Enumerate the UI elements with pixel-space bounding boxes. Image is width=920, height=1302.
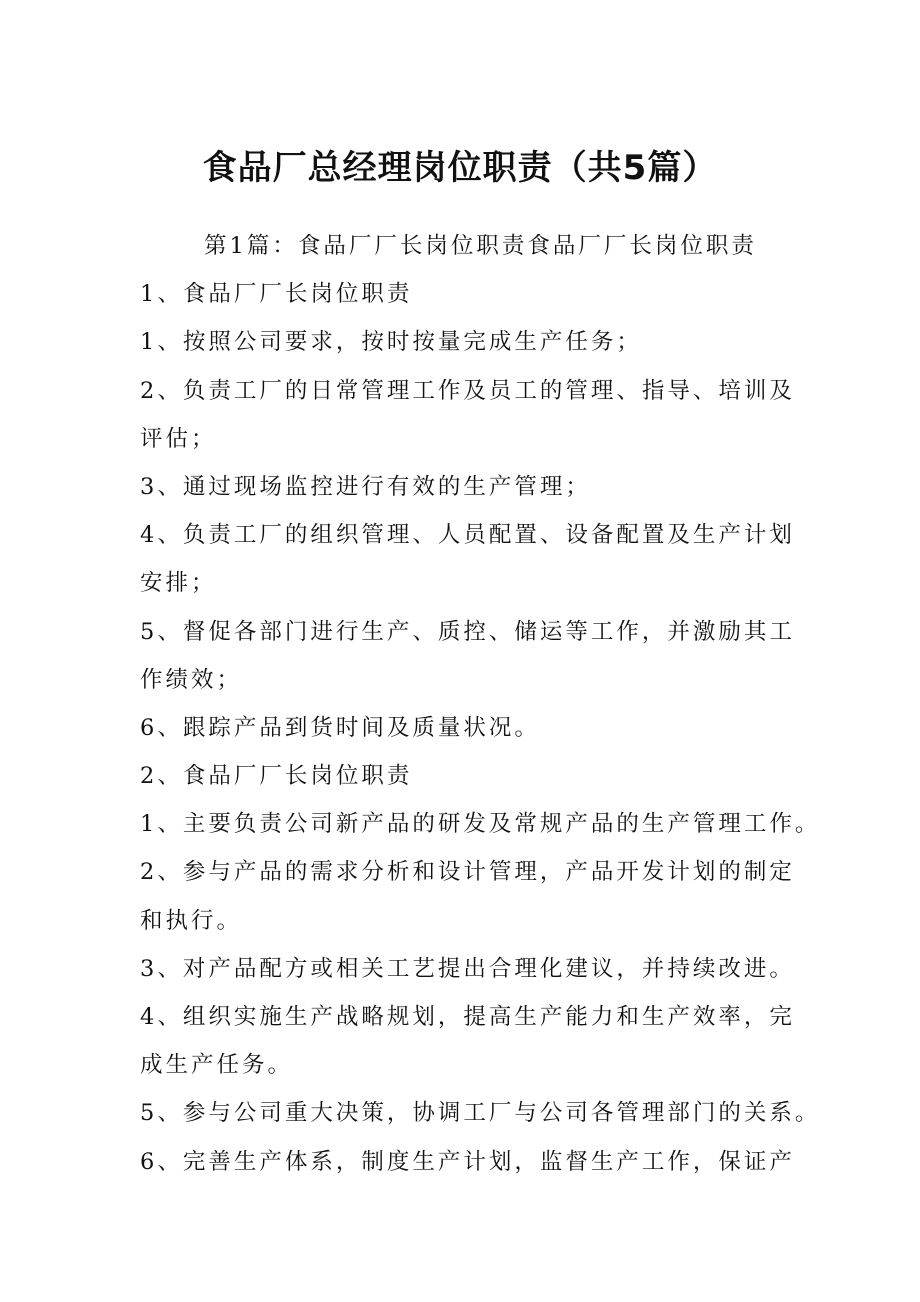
duty-item: 2、参与产品的需求分析和设计管理，产品开发计划的制定 xyxy=(140,859,795,886)
duty-item-continuation: 成生产任务。 xyxy=(140,1052,294,1079)
duty-item: 1、主要负责公司新产品的研发及常规产品的生产管理工作。 xyxy=(140,811,821,838)
document-body xyxy=(140,222,821,1186)
duty-item-continuation: 安排； xyxy=(140,570,217,597)
subsection-heading: 1、食品厂厂长岗位职责 xyxy=(140,281,413,308)
duty-item: 6、跟踪产品到货时间及质量状况。 xyxy=(140,714,540,741)
section-heading: 第1篇：食品厂厂长岗位职责食品厂厂长岗位职责 xyxy=(204,233,757,259)
duty-item: 5、参与公司重大决策，协调工厂与公司各管理部门的关系。 xyxy=(140,1100,821,1127)
duty-item: 1、按照公司要求，按时按量完成生产任务； xyxy=(140,329,642,356)
duty-item: 2、负责工厂的日常管理工作及员工的管理、指导、培训及 xyxy=(140,377,795,404)
document-title: 食品厂总经理岗位职责（共5篇） xyxy=(202,148,718,188)
duty-item-continuation: 评估； xyxy=(140,425,217,452)
duty-item-continuation: 作绩效； xyxy=(140,666,243,693)
duty-item: 3、对产品配方或相关工艺提出合理化建议，并持续改进。 xyxy=(140,955,795,982)
subsection-heading: 2、食品厂厂长岗位职责 xyxy=(140,763,413,790)
duty-item: 4、组织实施生产战略规划，提高生产能力和生产效率，完 xyxy=(140,1004,795,1030)
duty-item: 4、负责工厂的组织管理、人员配置、设备配置及生产计划 xyxy=(140,522,795,549)
duty-item: 6、完善生产体系，制度生产计划，监督生产工作，保证产 xyxy=(140,1148,795,1175)
duty-item: 3、通过现场监控进行有效的生产管理； xyxy=(140,473,591,500)
duty-item: 5、督促各部门进行生产、质控、储运等工作，并激励其工 xyxy=(140,618,795,645)
duty-item-continuation: 和执行。 xyxy=(140,907,243,934)
